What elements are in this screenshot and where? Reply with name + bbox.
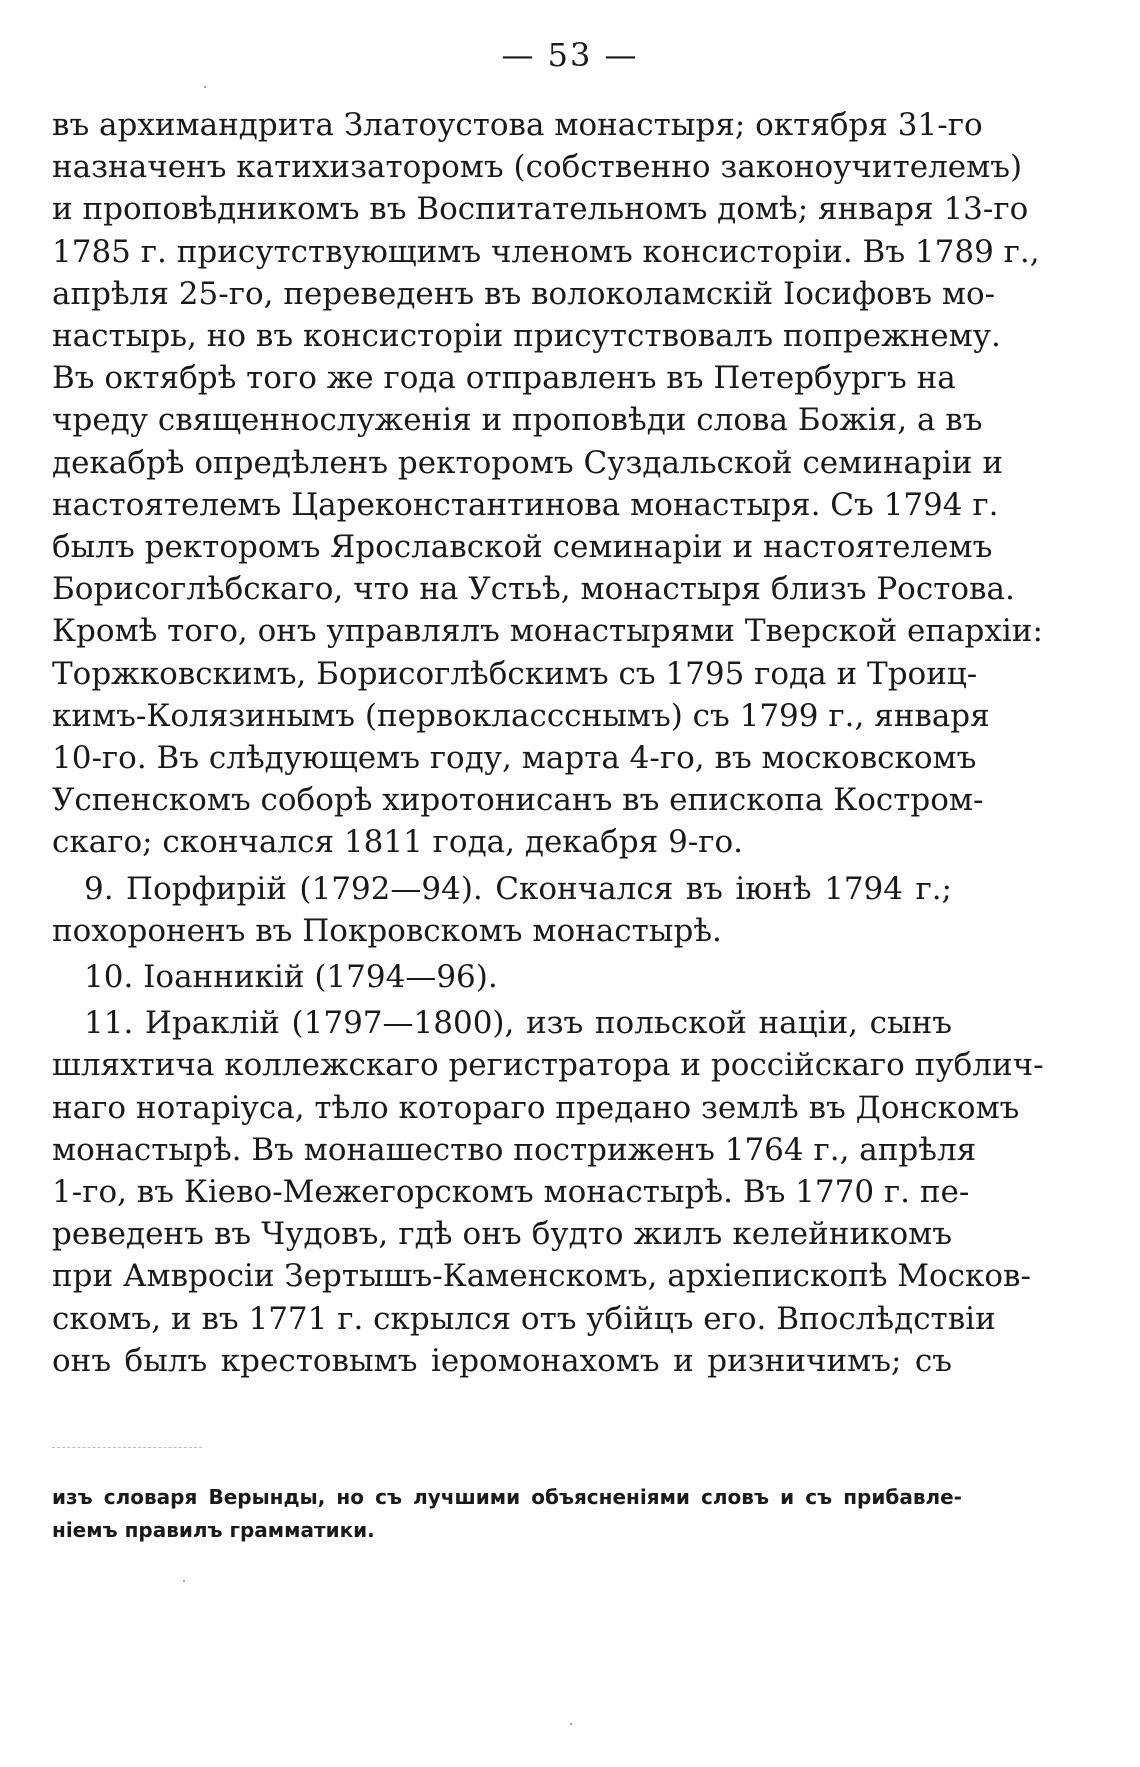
text-line: Кромѣ того, онъ управлялъ монастырями Тверской епархіи: — [52, 613, 1043, 650]
entry-9-line: похороненъ въ Покровскомъ монастырѣ. — [52, 912, 722, 949]
footnote-line: ніемъ правилъ грамматики. — [52, 1518, 375, 1542]
text-line: и проповѣдникомъ въ Воспитательномъ домѣ; января 13-го — [52, 191, 1029, 228]
text-line: чреду священнослуженія и проповѣди слова Божія, а въ — [52, 402, 983, 439]
print-speck — [570, 1723, 572, 1725]
entry-11-line: реведенъ въ Чудовъ, гдѣ онъ будто жилъ келейникомъ — [52, 1216, 952, 1253]
entry-11-line: при Амвросіи Зертышъ-Каменскомъ, архіепископѣ Москов- — [52, 1258, 1031, 1295]
text-line: Въ октябрѣ того же года отправленъ въ Петербургъ на — [52, 360, 956, 397]
entry-11-line: 1-го, въ Кіево-Межегорскомъ монастырѣ. Въ 1770 г. пе- — [52, 1174, 970, 1211]
text-line: въ архимандрита Златоустова монастыря; октября 31-го — [52, 107, 983, 143]
text-line: былъ ректоромъ Ярославской семинаріи и настоятелемъ — [52, 529, 993, 566]
footnote-line: изъ словаря Верынды, но съ лучшими объясненіями словъ и съ прибавле- — [52, 1485, 962, 1509]
entry-11-line: онъ былъ крестовымъ іеромонахомъ и ризничимъ; съ — [52, 1342, 952, 1379]
entry-11-line: шляхтича коллежскаго регистратора и россійскаго публич- — [52, 1047, 1044, 1084]
page-number: — 53 — — [501, 36, 639, 74]
text-line: Успенскомъ соборѣ хиротонисанъ въ епископа Костром- — [52, 782, 984, 819]
print-speck — [183, 1580, 185, 1582]
text-line: 1785 г. присутствующимъ членомъ консисторіи. Въ 1789 г., — [52, 233, 1040, 270]
entry-11-line: 11. Ираклій (1797—1800), изъ польской націи, сынъ — [84, 1005, 952, 1042]
text-line: Торжковскимъ, Борисоглѣбскимъ съ 1795 года и Троиц- — [52, 655, 978, 692]
text-line: 10-го. Въ слѣдующемъ году, марта 4-го, въ московскомъ — [52, 740, 977, 777]
footnote-separator — [52, 1447, 202, 1448]
entry-11-line: наго нотаріуса, тѣло котораго предано землѣ въ Донскомъ — [52, 1089, 1020, 1126]
entry-11-line: монастырѣ. Въ монашество постриженъ 1764 г., апрѣля — [52, 1131, 977, 1168]
text-line: назначенъ катихизаторомъ (собственно законоучителемъ) — [52, 149, 1023, 186]
footnote — [52, 1481, 962, 1547]
entry-11-line: скомъ, и въ 1771 г. скрылся отъ убійцъ его. Впослѣдствіи — [52, 1300, 996, 1337]
text-line: апрѣля 25-го, переведенъ въ волоколамскій Іосифовъ мо- — [52, 275, 996, 312]
text-line: скаго; скончался 1811 года, декабря 9-го. — [52, 824, 744, 861]
entry-9-line: 9. Порфирій (1792—94). Скончался въ іюнѣ 1794 г.; — [84, 870, 952, 907]
entry-10-line: 10. Іоанникій (1794—96). — [84, 959, 498, 996]
text-line: декабрѣ опредѣленъ ректоромъ Суздальской семинаріи и — [52, 444, 1003, 481]
text-line: кимъ-Колязинымъ (первоклассснымъ) съ 1799 г., января — [52, 697, 990, 734]
text-line: Борисоглѣбскаго, что на Устьѣ, монастыря близъ Ростова. — [52, 571, 1015, 608]
text-line: настырь, но въ консисторіи присутствовалъ попрежнему. — [52, 318, 1001, 355]
text-line: настоятелемъ Цареконстантинова монастыря. Съ 1794 г. — [52, 486, 999, 523]
print-speck — [204, 86, 206, 88]
main-text — [52, 104, 1044, 1382]
